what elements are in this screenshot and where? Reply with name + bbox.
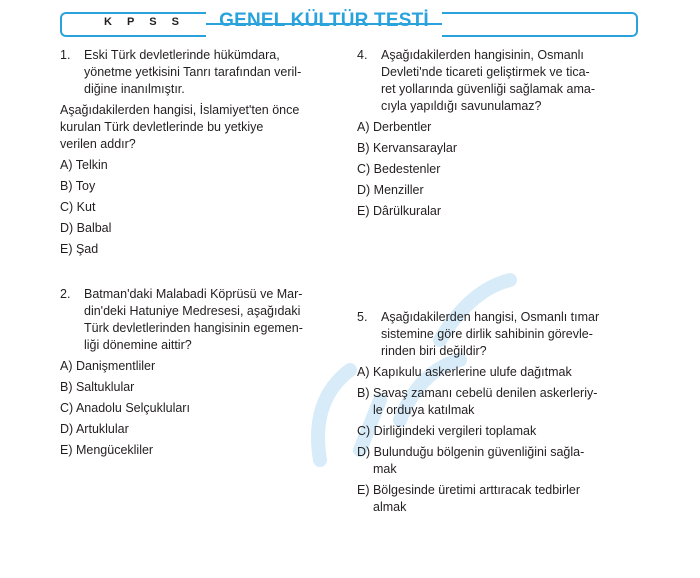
question-stem: Batman'daki Malabadi Köprüsü ve Mar- din'deki Hatuniye Medresesi, aşağıdaki Türk devletlerinden hangisinin egemen- liği dönemine aittir? [84, 287, 303, 352]
option-c[interactable]: C) Anadolu Selçukluları [60, 401, 190, 415]
question-1 [60, 47, 350, 258]
header-right-box [442, 12, 638, 37]
question-prompt [60, 102, 350, 153]
option-c[interactable]: C) Bedestenler [357, 162, 441, 176]
question-stem: Aşağıdakilerden hangisinin, Osmanlı Devleti'nde ticareti geliştirmek ve tica- ret yollarında güvenliği sağlamak ama- cıyla yapıldığı savunulamaz? [381, 48, 595, 113]
question-prompt-text: Aşağıdakilerden hangisi, İslamiyet'ten önce kurulan Türk devletlerinde bu yetkiye verilen addır? [60, 103, 300, 151]
option-c[interactable]: C) Dirliğindeki vergileri toplamak [357, 424, 537, 438]
question-stem: Aşağıdakilerden hangisi, Osmanlı tımar sistemine göre dirlik sahibinin görevle- rinden biri değildir? [381, 310, 600, 358]
option-a[interactable]: A) Derbentler [357, 120, 432, 134]
option-d[interactable]: D) Menziller [357, 183, 424, 197]
option-d[interactable]: D) Bulunduğu bölgenin güvenliğini sağla- mak [357, 445, 585, 476]
question-number: 4. [357, 48, 368, 62]
option-d[interactable]: D) Balbal [60, 221, 112, 235]
question-number: 2. [60, 287, 71, 301]
option-e[interactable]: E) Bölgesinde üretimi arttıracak tedbirler almak [357, 483, 581, 514]
page-title: GENEL KÜLTÜR TESTİ [219, 10, 429, 31]
option-b[interactable]: B) Saltuklular [60, 380, 135, 394]
question-4 [357, 47, 647, 220]
option-a[interactable]: A) Kapıkulu askerlerine ulufe dağıtmak [357, 365, 572, 379]
option-e[interactable]: E) Şad [60, 242, 99, 256]
option-b[interactable]: B) Savaş zamanı cebelü denilen askerleriy- le orduya katılmak [357, 386, 598, 417]
exam-label: K P S S [104, 16, 185, 28]
option-a[interactable]: A) Telkin [60, 158, 108, 172]
question-2 [60, 286, 350, 459]
option-c[interactable]: C) Kut [60, 200, 96, 214]
option-e[interactable]: E) Dârülkuralar [357, 204, 442, 218]
option-b[interactable]: B) Toy [60, 179, 96, 193]
question-stem: Eski Türk devletlerinde hükümdara, yönetme yetkisini Tanrı tarafından veril- diğine inanılmıştır. [84, 48, 302, 96]
question-number: 1. [60, 48, 71, 62]
option-a[interactable]: A) Danişmentliler [60, 359, 156, 373]
option-d[interactable]: D) Artuklular [60, 422, 129, 436]
question-5 [357, 309, 647, 516]
question-number: 5. [357, 310, 368, 324]
option-b[interactable]: B) Kervansaraylar [357, 141, 458, 155]
option-e[interactable]: E) Mengücekliler [60, 443, 154, 457]
